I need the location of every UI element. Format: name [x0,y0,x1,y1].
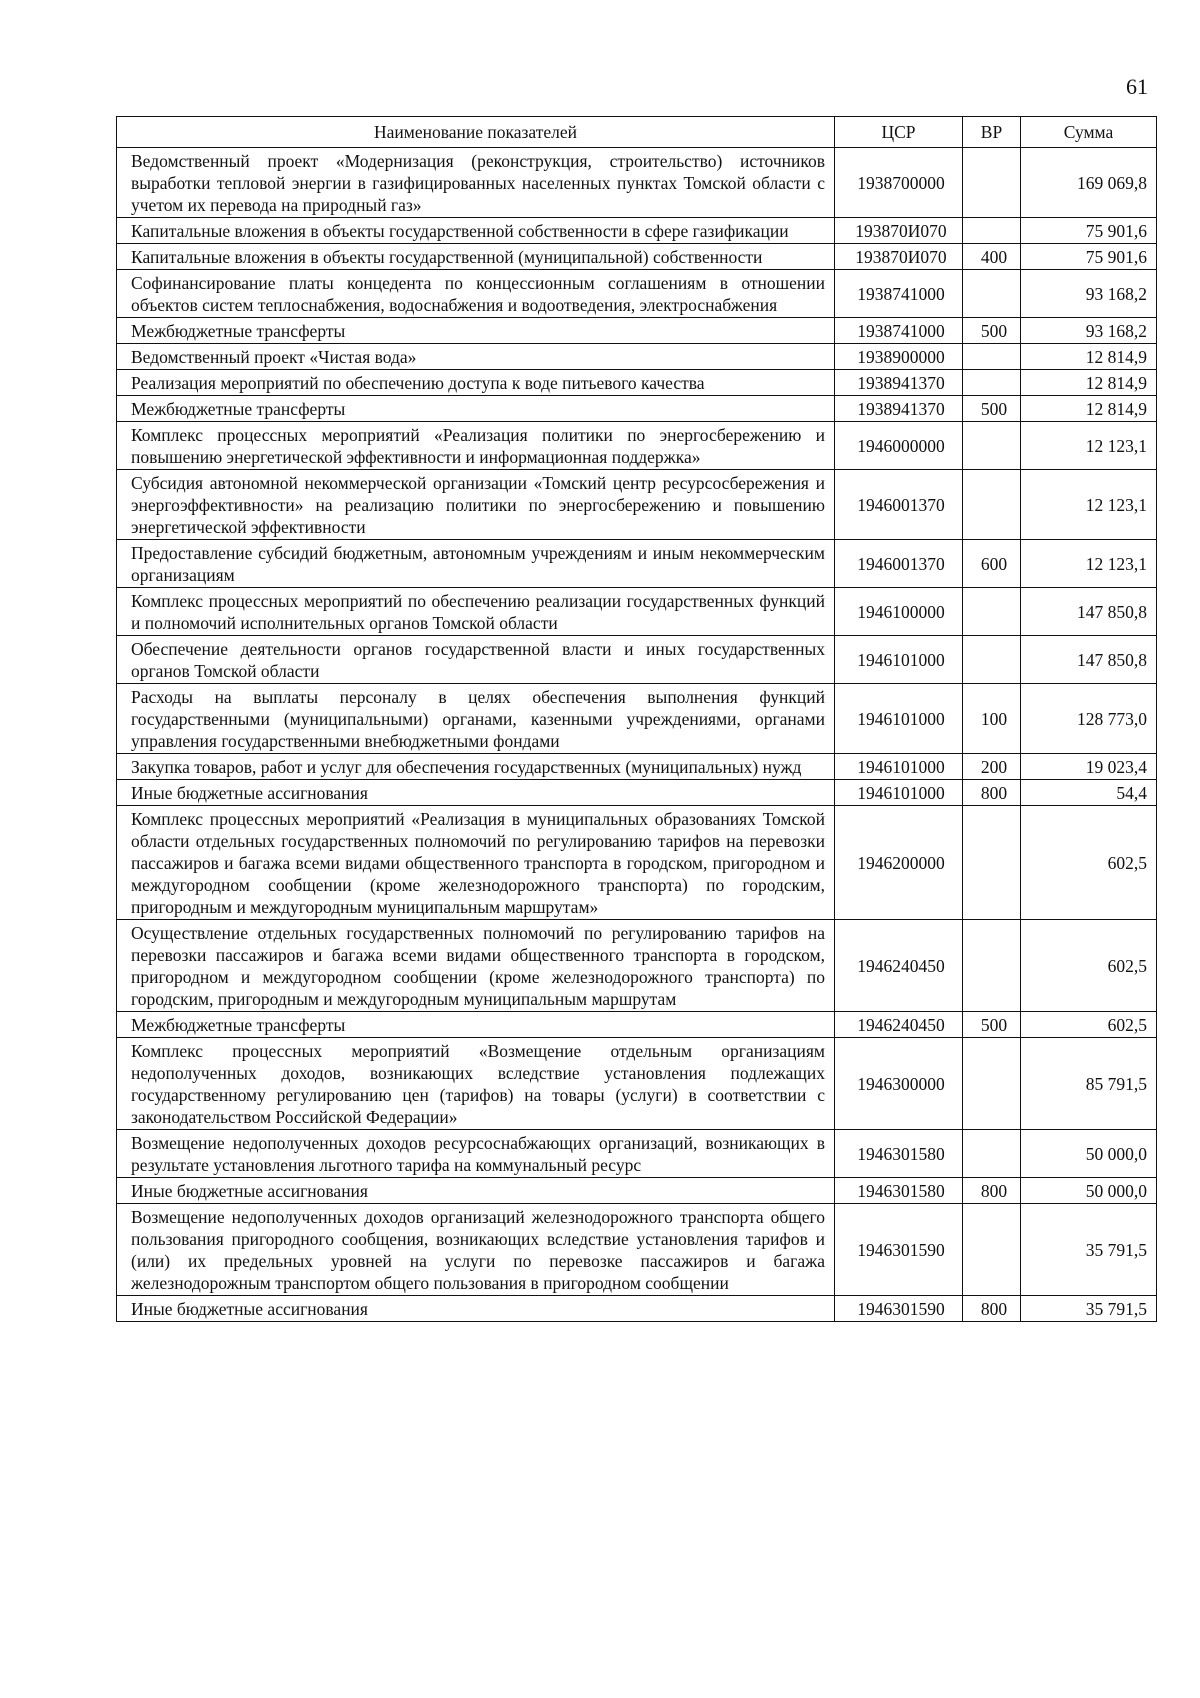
cell-csr: 193870И070 [835,218,963,244]
cell-csr: 1946101000 [835,684,963,754]
cell-name: Предоставление субсидий бюджетным, автономным учреждениям и иным некоммерческим организациям [117,540,835,588]
cell-vr [963,806,1021,920]
cell-csr: 1938741000 [835,318,963,344]
cell-name: Расходы на выплаты персоналу в целях обеспечения выполнения функций государственными (муниципальными) органами, казенными учреждениями, органами управления государственными внебюджетными фондами [117,684,835,754]
cell-sum: 128 773,0 [1021,684,1157,754]
cell-csr: 1946101000 [835,754,963,780]
cell-vr: 100 [963,684,1021,754]
table-row [117,1204,1157,1296]
header-vr: ВР [963,117,1021,148]
budget-table [116,116,1157,1322]
cell-sum: 35 791,5 [1021,1296,1157,1322]
cell-sum: 85 791,5 [1021,1038,1157,1130]
table-row [117,1296,1157,1322]
cell-vr: 600 [963,540,1021,588]
cell-sum: 602,5 [1021,1012,1157,1038]
table-row [117,470,1157,540]
cell-vr: 800 [963,1178,1021,1204]
cell-sum: 93 168,2 [1021,318,1157,344]
table-header-row [117,117,1157,148]
table-row [117,1130,1157,1178]
cell-sum: 35 791,5 [1021,1204,1157,1296]
cell-csr: 1938941370 [835,370,963,396]
cell-name: Возмещение недополученных доходов ресурсоснабжающих организаций, возникающих в результате установления льготного тарифа на коммунальный ресурс [117,1130,835,1178]
cell-sum: 12 123,1 [1021,540,1157,588]
table-row [117,1178,1157,1204]
table-row [117,920,1157,1012]
cell-vr: 800 [963,1296,1021,1322]
table-row [117,1012,1157,1038]
cell-csr: 193870И070 [835,244,963,270]
cell-csr: 1946301580 [835,1130,963,1178]
cell-csr: 1946001370 [835,470,963,540]
cell-csr: 1938700000 [835,148,963,218]
cell-name: Ведомственный проект «Модернизация (реконструкция, строительство) источников выработки тепловой энергии в газифицированных населенных пунктах Томской области с учетом их перевода на природный газ» [117,148,835,218]
cell-vr [963,422,1021,470]
table-row [117,422,1157,470]
table-row [117,540,1157,588]
cell-sum: 12 814,9 [1021,370,1157,396]
cell-name: Софинансирование платы концедента по концессионным соглашениям в отношении объектов систем теплоснабжения, водоснабжения и водоотведения, электроснабжения [117,270,835,318]
table-row [117,684,1157,754]
table-row [117,806,1157,920]
header-sum: Сумма [1021,117,1157,148]
cell-sum: 602,5 [1021,806,1157,920]
header-csr: ЦСР [835,117,963,148]
cell-vr [963,270,1021,318]
cell-csr: 1938900000 [835,344,963,370]
table-row [117,344,1157,370]
cell-name: Иные бюджетные ассигнования [117,1178,835,1204]
cell-vr: 500 [963,1012,1021,1038]
table-row [117,396,1157,422]
cell-vr: 400 [963,244,1021,270]
cell-name: Капитальные вложения в объекты государственной (муниципальной) собственности [117,244,835,270]
cell-name: Капитальные вложения в объекты государственной собственности в сфере газификации [117,218,835,244]
cell-name: Межбюджетные трансферты [117,318,835,344]
cell-csr: 1946301590 [835,1296,963,1322]
cell-name: Комплекс процессных мероприятий «Реализация политики по энергосбережению и повышению энергетической эффективности и информационная поддержка» [117,422,835,470]
cell-csr: 1946200000 [835,806,963,920]
cell-sum: 602,5 [1021,920,1157,1012]
cell-name: Осуществление отдельных государственных полномочий по регулированию тарифов на перевозки пассажиров и багажа всеми видами общественного транспорта в городском, пригородном и междугородном сообщении (кроме железнодорожного транспорта) по городским, пригородным и междугородным муниципальным маршрутам [117,920,835,1012]
cell-vr: 200 [963,754,1021,780]
cell-vr: 500 [963,396,1021,422]
cell-sum: 12 123,1 [1021,470,1157,540]
cell-csr: 1946100000 [835,588,963,636]
cell-vr [963,218,1021,244]
cell-csr: 1946001370 [835,540,963,588]
cell-vr: 800 [963,780,1021,806]
table-row [117,636,1157,684]
table-row [117,318,1157,344]
cell-csr: 1946101000 [835,780,963,806]
cell-csr: 1946301580 [835,1178,963,1204]
table-row [117,270,1157,318]
cell-vr [963,1204,1021,1296]
table-row [117,370,1157,396]
cell-sum: 75 901,6 [1021,244,1157,270]
table-row [117,218,1157,244]
cell-vr [963,148,1021,218]
table-row [117,588,1157,636]
cell-sum: 12 123,1 [1021,422,1157,470]
cell-name: Обеспечение деятельности органов государственной власти и иных государственных органов Томской области [117,636,835,684]
table-row [117,148,1157,218]
cell-sum: 50 000,0 [1021,1130,1157,1178]
cell-name: Межбюджетные трансферты [117,396,835,422]
cell-vr [963,1038,1021,1130]
cell-vr [963,636,1021,684]
cell-name: Закупка товаров, работ и услуг для обеспечения государственных (муниципальных) нужд [117,754,835,780]
cell-vr [963,588,1021,636]
cell-csr: 1946300000 [835,1038,963,1130]
table-row [117,780,1157,806]
cell-name: Комплекс процессных мероприятий «Возмещение отдельным организациям недополученных доходов, возникающих вследствие установления подлежащих государственному регулированию цен (тарифов) на товары (услуги) в соответствии с законодательством Российской Федерации» [117,1038,835,1130]
cell-vr [963,470,1021,540]
cell-sum: 75 901,6 [1021,218,1157,244]
cell-name: Межбюджетные трансферты [117,1012,835,1038]
cell-csr: 1946240450 [835,920,963,1012]
cell-sum: 12 814,9 [1021,344,1157,370]
cell-name: Иные бюджетные ассигнования [117,780,835,806]
table-row [117,754,1157,780]
table-body [117,148,1157,1322]
cell-sum: 93 168,2 [1021,270,1157,318]
table-row [117,1038,1157,1130]
cell-vr [963,370,1021,396]
cell-csr: 1946101000 [835,636,963,684]
cell-name: Комплекс процессных мероприятий «Реализация в муниципальных образованиях Томской области отдельных государственных полномочий по регулированию тарифов на перевозки пассажиров и багажа всеми видами общественного транспорта в городском, пригородном и междугородном сообщении (кроме железнодорожного транспорта) по городским, пригородным и междугородным муниципальным маршрутам» [117,806,835,920]
cell-name: Реализация мероприятий по обеспечению доступа к воде питьевого качества [117,370,835,396]
cell-sum: 50 000,0 [1021,1178,1157,1204]
cell-vr [963,920,1021,1012]
cell-csr: 1946000000 [835,422,963,470]
cell-csr: 1938941370 [835,396,963,422]
cell-name: Возмещение недополученных доходов организаций железнодорожного транспорта общего пользования пригородного сообщения, возникающих вследствие установления тарифов и (или) их предельных уровней на услуги по перевозке пассажиров и багажа железнодорожным транспортом общего пользования в пригородном сообщении [117,1204,835,1296]
cell-csr: 1946301590 [835,1204,963,1296]
cell-sum: 54,4 [1021,780,1157,806]
cell-sum: 19 023,4 [1021,754,1157,780]
cell-sum: 169 069,8 [1021,148,1157,218]
cell-sum: 147 850,8 [1021,588,1157,636]
cell-sum: 12 814,9 [1021,396,1157,422]
cell-name: Ведомственный проект «Чистая вода» [117,344,835,370]
table-row [117,244,1157,270]
cell-name: Иные бюджетные ассигнования [117,1296,835,1322]
cell-name: Субсидия автономной некоммерческой организации «Томский центр ресурсосбережения и энергоэффективности» на реализацию политики по энергосбережению и повышению энергетической эффективности [117,470,835,540]
cell-vr [963,344,1021,370]
page-number: 61 [1126,74,1148,99]
cell-vr [963,1130,1021,1178]
cell-csr: 1946240450 [835,1012,963,1038]
cell-csr: 1938741000 [835,270,963,318]
cell-sum: 147 850,8 [1021,636,1157,684]
cell-name: Комплекс процессных мероприятий по обеспечению реализации государственных функций и полномочий исполнительных органов Томской области [117,588,835,636]
header-name: Наименование показателей [117,117,835,148]
cell-vr: 500 [963,318,1021,344]
